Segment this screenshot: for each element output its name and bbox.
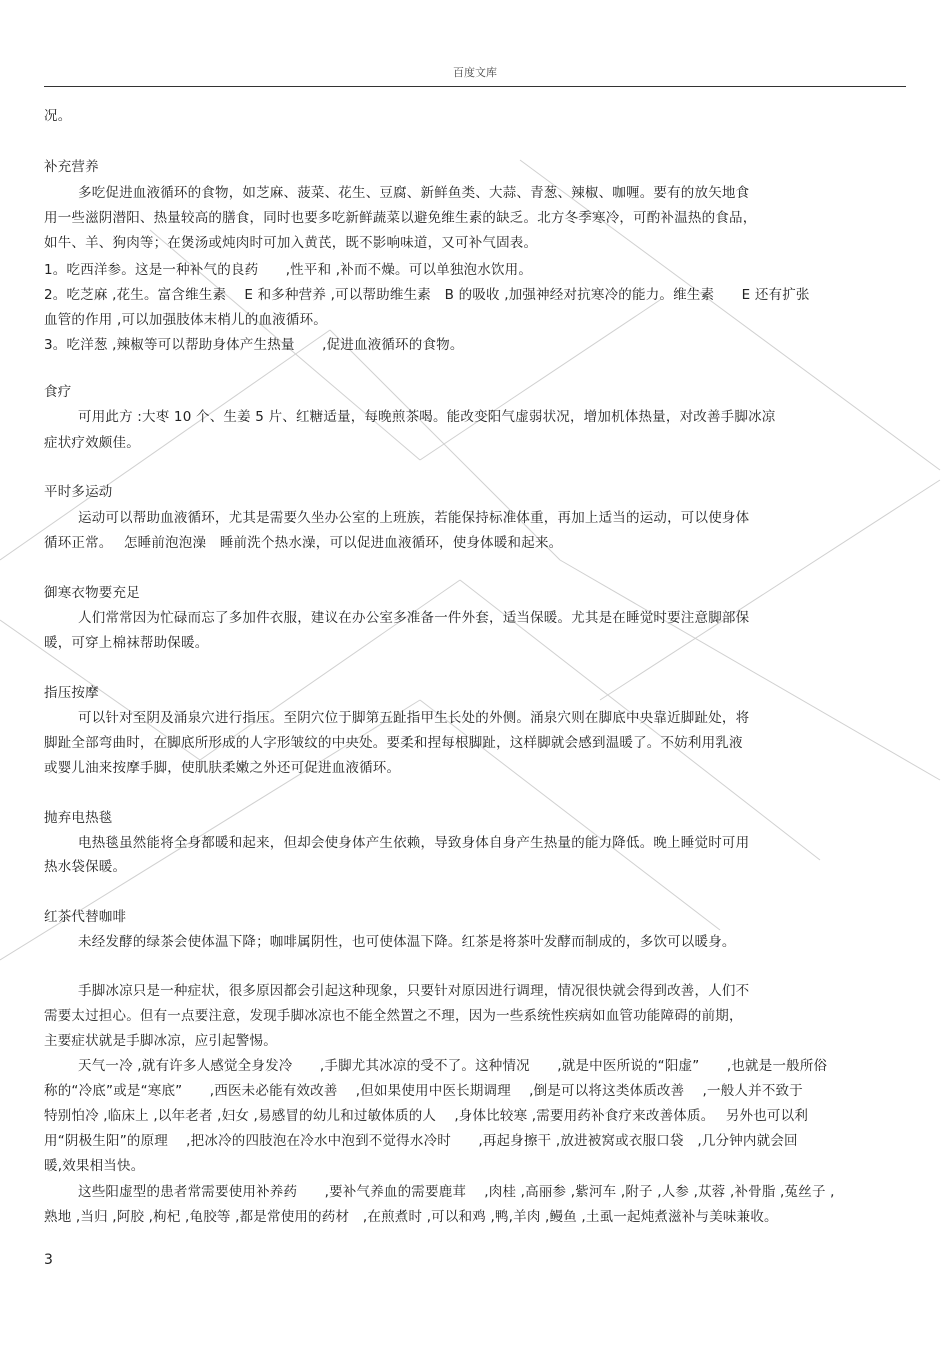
text-line: 血管的作用 ,可以加强肢体末梢儿的血液循环。	[44, 312, 327, 328]
text-line: 用“阴极生阳”的原理 ,把冰冷的四肢泡在冷水中泡到不觉得水冷时 ,再起身擦干 ,放进被窝或衣服口袋 ,几分钟内就会回	[44, 1133, 798, 1149]
section-heading: 指压按摩	[44, 685, 99, 701]
text-line: 熟地 ,当归 ,阿胶 ,枸杞 ,龟胶等 ,都是常使用的药材 ,在煎煮时 ,可以和鸡 ,鸭,羊肉 ,鳗鱼 ,土虱一起炖煮滋补与美味兼收。	[44, 1209, 778, 1225]
text-line: 多吃促进血液循环的食物，如芝麻、菠菜、花生、豆腐、新鲜鱼类、大蒜、青葱、辣椒、咖喱。要有的放矢地食	[78, 185, 750, 201]
section-heading: 补充营养	[44, 159, 99, 175]
text-line: 电热毯虽然能将全身都暖和起来，但却会使身体产生依赖，导致身体自身产生热量的能力降低。晚上睡觉时可用	[78, 835, 750, 851]
text-line: 天气一冷 ,就有许多人感觉全身发冷 ,手脚尤其冰凉的受不了。这种情况 ,就是中医所说的“阳虚” ,也就是一般所俗	[78, 1058, 828, 1074]
section-heading: 食疗	[44, 384, 72, 400]
section-heading: 红茶代替咖啡	[44, 909, 127, 925]
text-line: 手脚冰凉只是一种症状，很多原因都会引起这种现象，只要针对原因进行调理，情况很快就会得到改善，人们不	[78, 983, 750, 999]
text-line: 1。吃西洋参。这是一种补气的良药 ,性平和 ,补而不燥。可以单独泡水饮用。	[44, 262, 533, 278]
section-heading: 抛弃电热毯	[44, 810, 113, 826]
text-line: 运动可以帮助血液循环，尤其是需要久坐办公室的上班族，若能保持标准体重，再加上适当的运动，可以使身体	[78, 510, 750, 526]
text-line: 可用此方 :大枣 10 个、生姜 5 片、红糖适量，每晚煎茶喝。能改变阳气虚弱状况，增加机体热量，对改善手脚冰凉	[78, 409, 776, 425]
text-line: 暖，可穿上棉袜帮助保暖。	[44, 635, 209, 651]
text-line: 2。吃芝麻 ,花生。富含维生素 E 和多种营养 ,可以帮助维生素 B 的吸收 ,加强神经对抗寒冷的能力。维生素 E 还有扩张	[44, 287, 810, 303]
page-number: 3	[44, 1252, 53, 1268]
text-line: 特别怕冷 ,临床上 ,以年老者 ,妇女 ,易感冒的幼儿和过敏体质的人 ,身体比较寒 ,需要用药补食疗来改善体质。 另外也可以利	[44, 1108, 809, 1124]
text-line: 需要太过担心。但有一点要注意，发现手脚冰凉也不能全然置之不理，因为一些系统性疾病如血管功能障碍的前期，	[44, 1008, 743, 1024]
text-line: 或婴儿油来按摩手脚，使肌肤柔嫩之外还可促进血液循环。	[44, 760, 401, 776]
text-line: 循环正常。 怎睡前泡泡澡 睡前洗个热水澡，可以促进血液循环，使身体暖和起来。	[44, 535, 563, 551]
text-line: 未经发酵的绿茶会使体温下降；咖啡属阴性，也可使体温下降。红茶是将茶叶发酵而制成的，多饮可以暖身。	[78, 934, 736, 950]
text-line: 症状疗效颇佳。	[44, 435, 140, 451]
text-line: 暖,效果相当快。	[44, 1158, 145, 1174]
text-line: 主要症状就是手脚冰凉，应引起警惕。	[44, 1033, 277, 1049]
text-line: 热水袋保暖。	[44, 859, 127, 875]
page-header	[44, 62, 906, 87]
text-line: 这些阳虚型的患者常需要使用补养药 ,要补气养血的需要鹿茸 ,肉桂 ,高丽参 ,紫河车 ,附子 ,人参 ,苁蓉 ,补骨脂 ,菟丝子 ,	[78, 1184, 835, 1200]
section-heading: 御寒衣物要充足	[44, 585, 140, 601]
header-title: 百度文库	[453, 66, 497, 79]
text-line: 脚趾全部弯曲时，在脚底所形成的人字形皱纹的中央处。要柔和捏每根脚趾，这样脚就会感到温暖了。不妨利用乳液	[44, 735, 743, 751]
section-heading: 平时多运动	[44, 484, 113, 500]
text-line: 用一些滋阴潜阳、热量较高的膳食，同时也要多吃新鲜蔬菜以避免维生素的缺乏。北方冬季寒冷，可酌补温热的食品，	[44, 210, 757, 226]
text-line: 称的“冷底”或是“寒底” ,西医未必能有效改善 ,但如果使用中医长期调理 ,倒是可以将这类体质改善 ,一般人并不致于	[44, 1083, 803, 1099]
text-line: 如牛、羊、狗肉等；在煲汤或炖肉时可加入黄芪，既不影响味道，又可补气固表。	[44, 235, 538, 251]
text-line: 3。吃洋葱 ,辣椒等可以帮助身体产生热量 ,促进血液循环的食物。	[44, 337, 464, 353]
text-line: 可以针对至阴及涌泉穴进行指压。至阴穴位于脚第五趾指甲生长处的外侧。涌泉穴则在脚底中央靠近脚趾处，将	[78, 710, 750, 726]
text-line: 况。	[44, 108, 72, 124]
text-line: 人们常常因为忙碌而忘了多加件衣服，建议在办公室多准备一件外套，适当保暖。尤其是在睡觉时要注意脚部保	[78, 610, 750, 626]
